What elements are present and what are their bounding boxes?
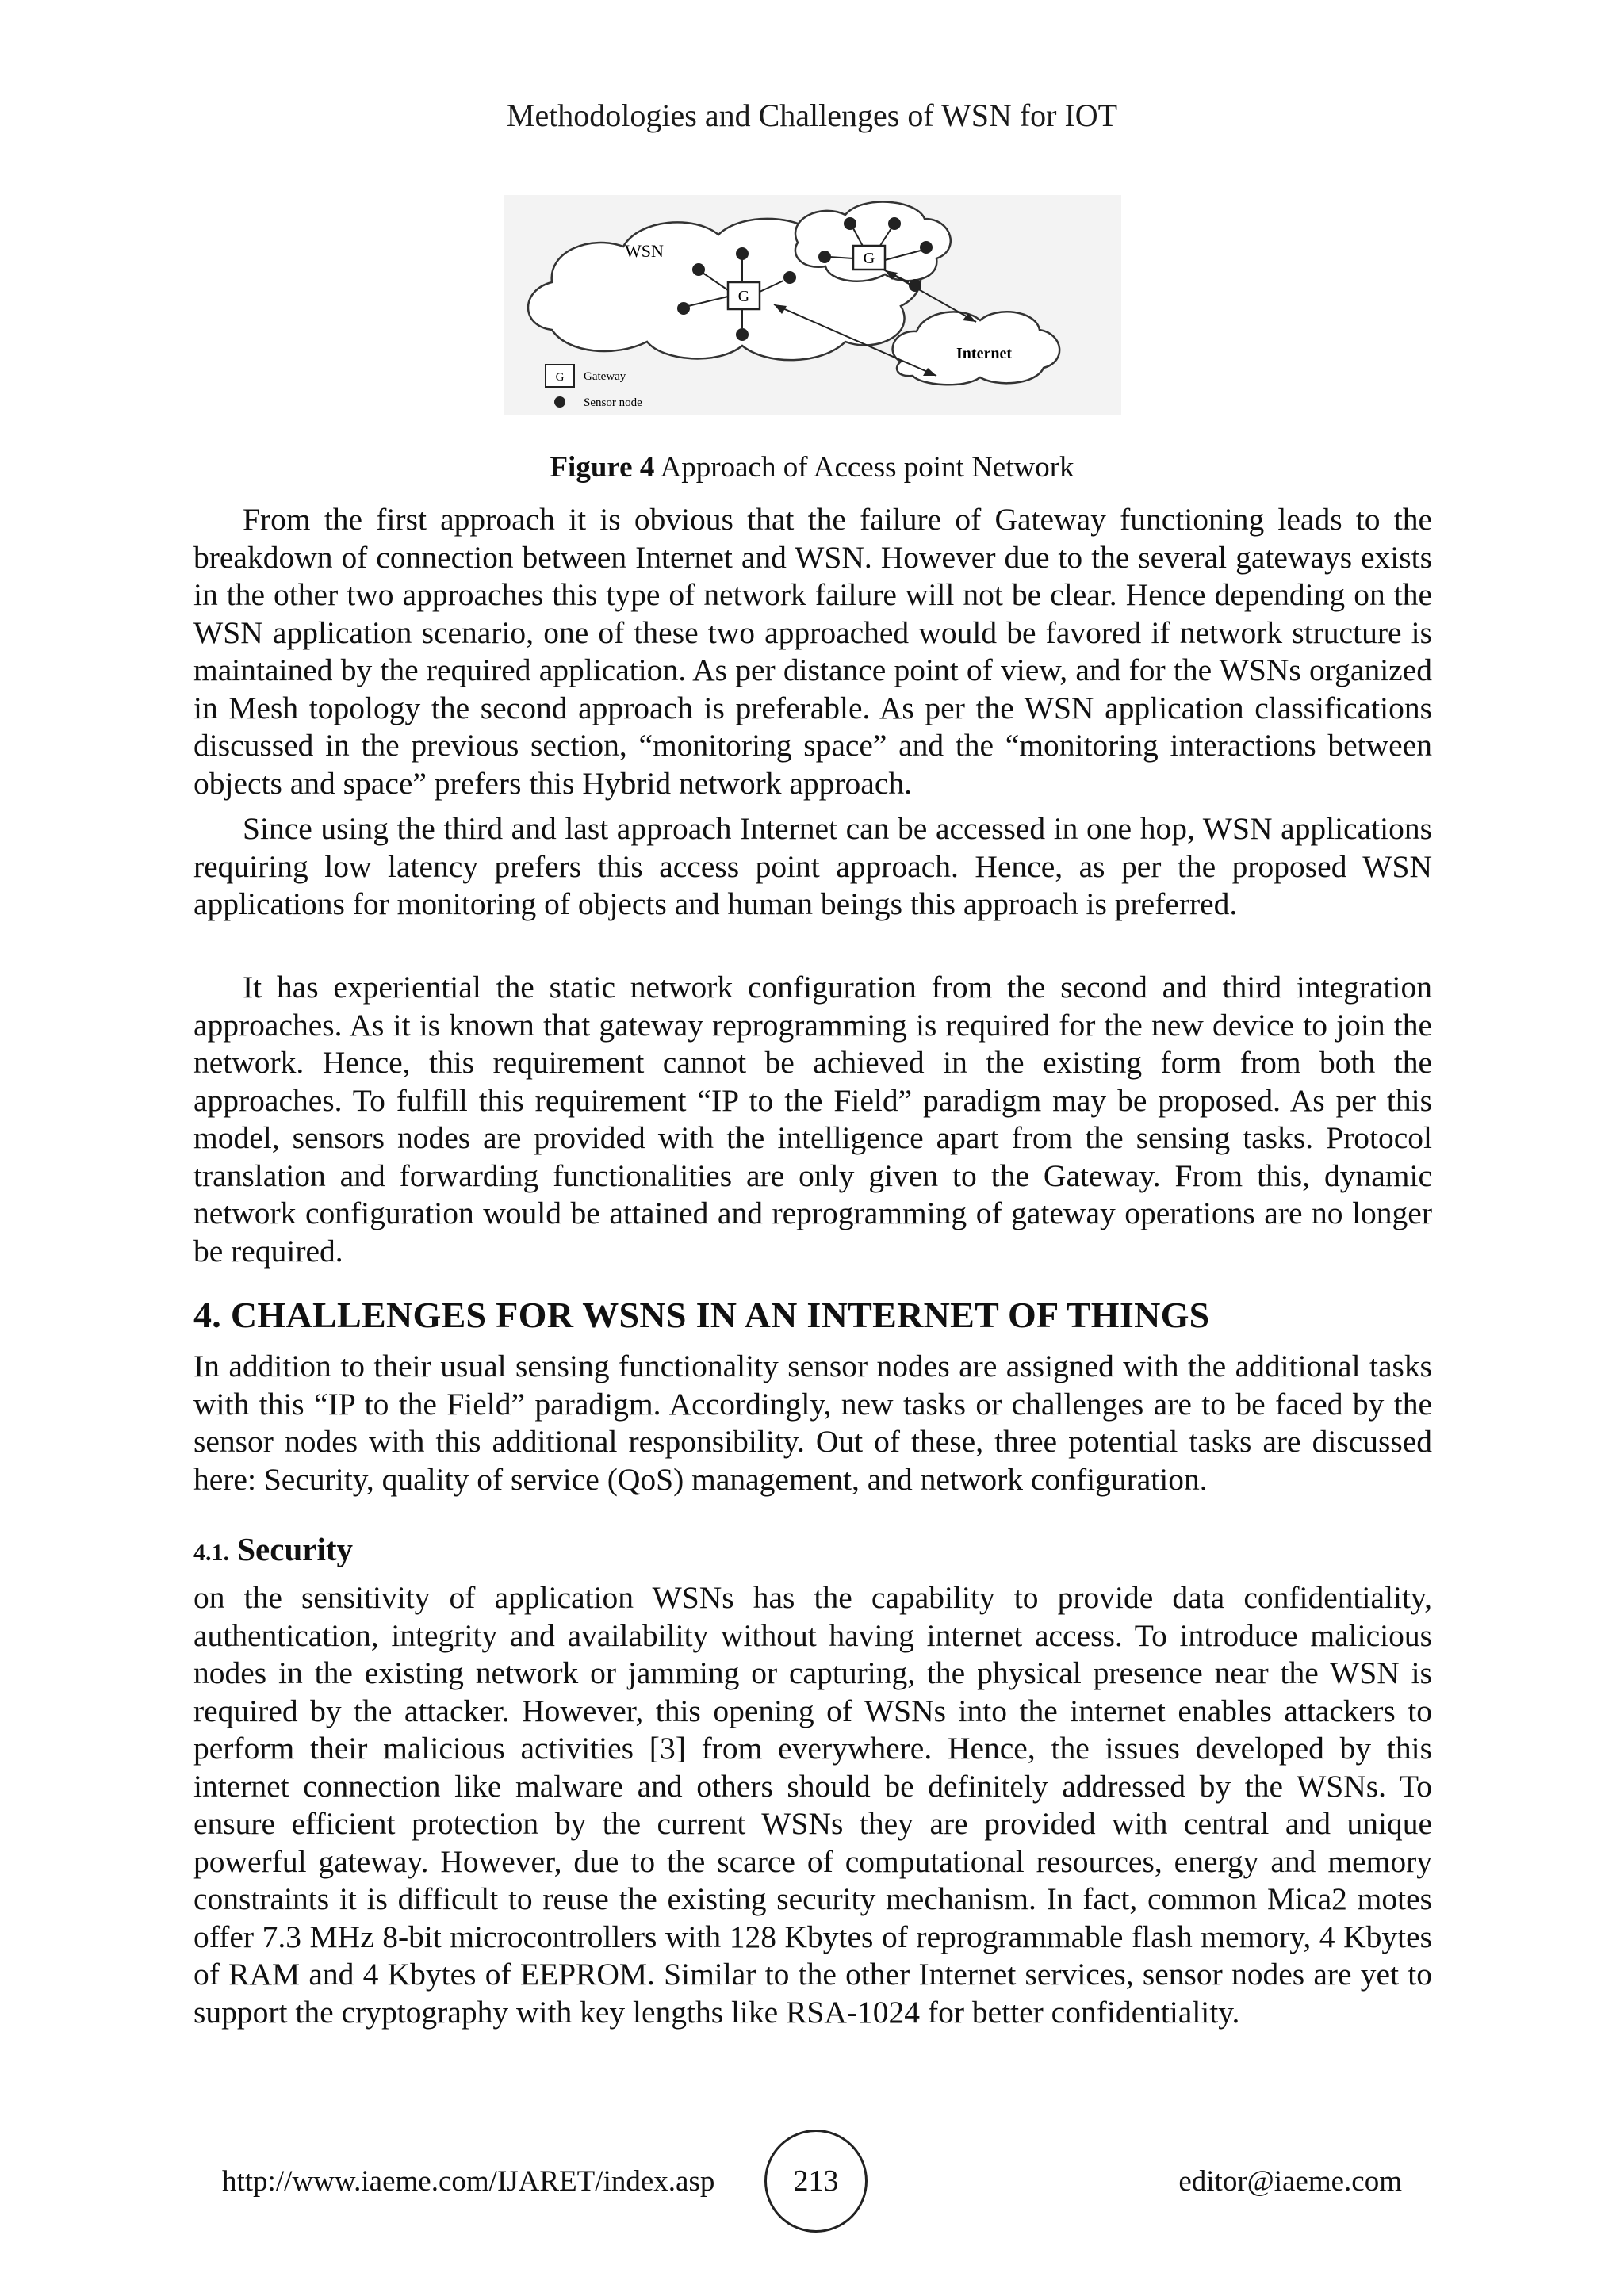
body-paragraph-1-block <box>193 501 1432 810</box>
legend-gateway-symbol: G <box>555 371 565 384</box>
page-number <box>764 2130 868 2233</box>
gateway-1-label: G <box>737 288 750 305</box>
page-number-text: 213 <box>793 2164 839 2198</box>
section-4-heading: 4. CHALLENGES FOR WSNS IN AN INTERNET OF THINGS <box>193 1295 1210 1335</box>
internet-label: Internet <box>956 345 1012 362</box>
section-4-1-number: 4.1. <box>193 1540 229 1566</box>
section-4-block <box>193 1348 1432 1506</box>
figure-caption <box>0 450 1624 484</box>
wsn-label: WSN <box>625 241 664 261</box>
caption-label: Figure 4 <box>550 451 655 484</box>
legend-gateway-text: Gateway <box>584 370 626 383</box>
running-header: Methodologies and Challenges of WSN for IOT <box>506 98 1118 133</box>
network-figure <box>504 195 1121 415</box>
body-paragraph-3-block <box>193 969 1432 1278</box>
body-paragraph: It has experiential the static network configuration from the second and third integration approaches. As it is known that gateway reprogramming is required for the new device to join the network. Hence, this requirement cannot be achieved in the existing form from both the approaches. To fulfill this requirement “IP to the Field” paradigm may be proposed. As per this model, sensors nodes are provided with the intelligence apart from the sensing tasks. Protocol translation and forwarding functionalities are only given to the Gateway. From this, dynamic network configuration would be attained and reprogramming of gateway operations are no longer be required. <box>193 970 1432 1269</box>
footer-email-link[interactable]: editor@iaeme.com <box>1178 2165 1402 2198</box>
legend-sensor-text: Sensor node <box>584 396 642 409</box>
section-4-1-block <box>193 1579 1432 2039</box>
gateway-2-label: G <box>863 250 875 267</box>
body-paragraph: Since using the third and last approach Internet can be accessed in one hop, WSN applications requiring low latency prefers this access point approach. Hence, as per the proposed WSN applications for monitoring of objects and human beings this approach is preferred. <box>193 811 1432 921</box>
body-paragraph: From the first approach it is obvious that the failure of Gateway functioning leads to the breakdown of connection between Internet and WSN. However due to the several gateways exists in the other two approaches this type of network failure will not be clear. Hence depending on the WSN application scenario, one of these two approached would be favored if network structure is maintained by the required application. As per distance point of view, and for the WSNs organized in Mesh topology the second approach is preferable. As per the WSN application classifications discussed in the previous section, “monitoring space” and the “monitoring interactions between objects and space” prefers this Hybrid network approach. <box>193 502 1432 801</box>
access-point-network-diagram <box>504 195 1121 415</box>
section-4-paragraph: In addition to their usual sensing functionality sensor nodes are assigned with the additional tasks with this “IP to the Field” paradigm. Accordingly, new tasks or challenges are to be faced by the sensor nodes with this additional responsibility. Out of these, three potential tasks are discussed here: Security, quality of service (QoS) management, and network configuration. <box>193 1349 1432 1497</box>
body-paragraph-2-block <box>193 810 1432 932</box>
caption-text: Approach of Access point Network <box>660 451 1074 484</box>
section-4-1-title: Security <box>237 1531 353 1567</box>
section-4-1-heading <box>193 1530 353 1568</box>
footer-url-link[interactable]: http://www.iaeme.com/IJARET/index.asp <box>222 2165 715 2198</box>
section-4-1-paragraph: on the sensitivity of application WSNs has the capability to provide data confidentiality, authentication, integrity and availability without having internet access. To introduce malicious nodes in the existing network or jamming or capturing, the physical presence near the WSN is required by the attacker. However, this opening of WSNs into the internet enables attackers to perform their malicious activities [3] from everywhere. Hence, the issues developed by this internet connection like malware and others should be definitely addressed by the WSNs. To ensure efficient protection by the current WSNs they are provided with central and unique powerful gateway. However, due to the scarce of computational resources, energy and memory constraints it is difficult to reuse the existing security mechanism. In fact, common Mica2 motes offer 7.3 MHz 8-bit microcontrollers with 128 Kbytes of reprogrammable flash memory, 4 Kbytes of RAM and 4 Kbytes of EEPROM. Similar to the other Internet services, sensor nodes are yet to support the cryptography with key lengths like RSA-1024 for better confidentiality. <box>193 1580 1432 2030</box>
